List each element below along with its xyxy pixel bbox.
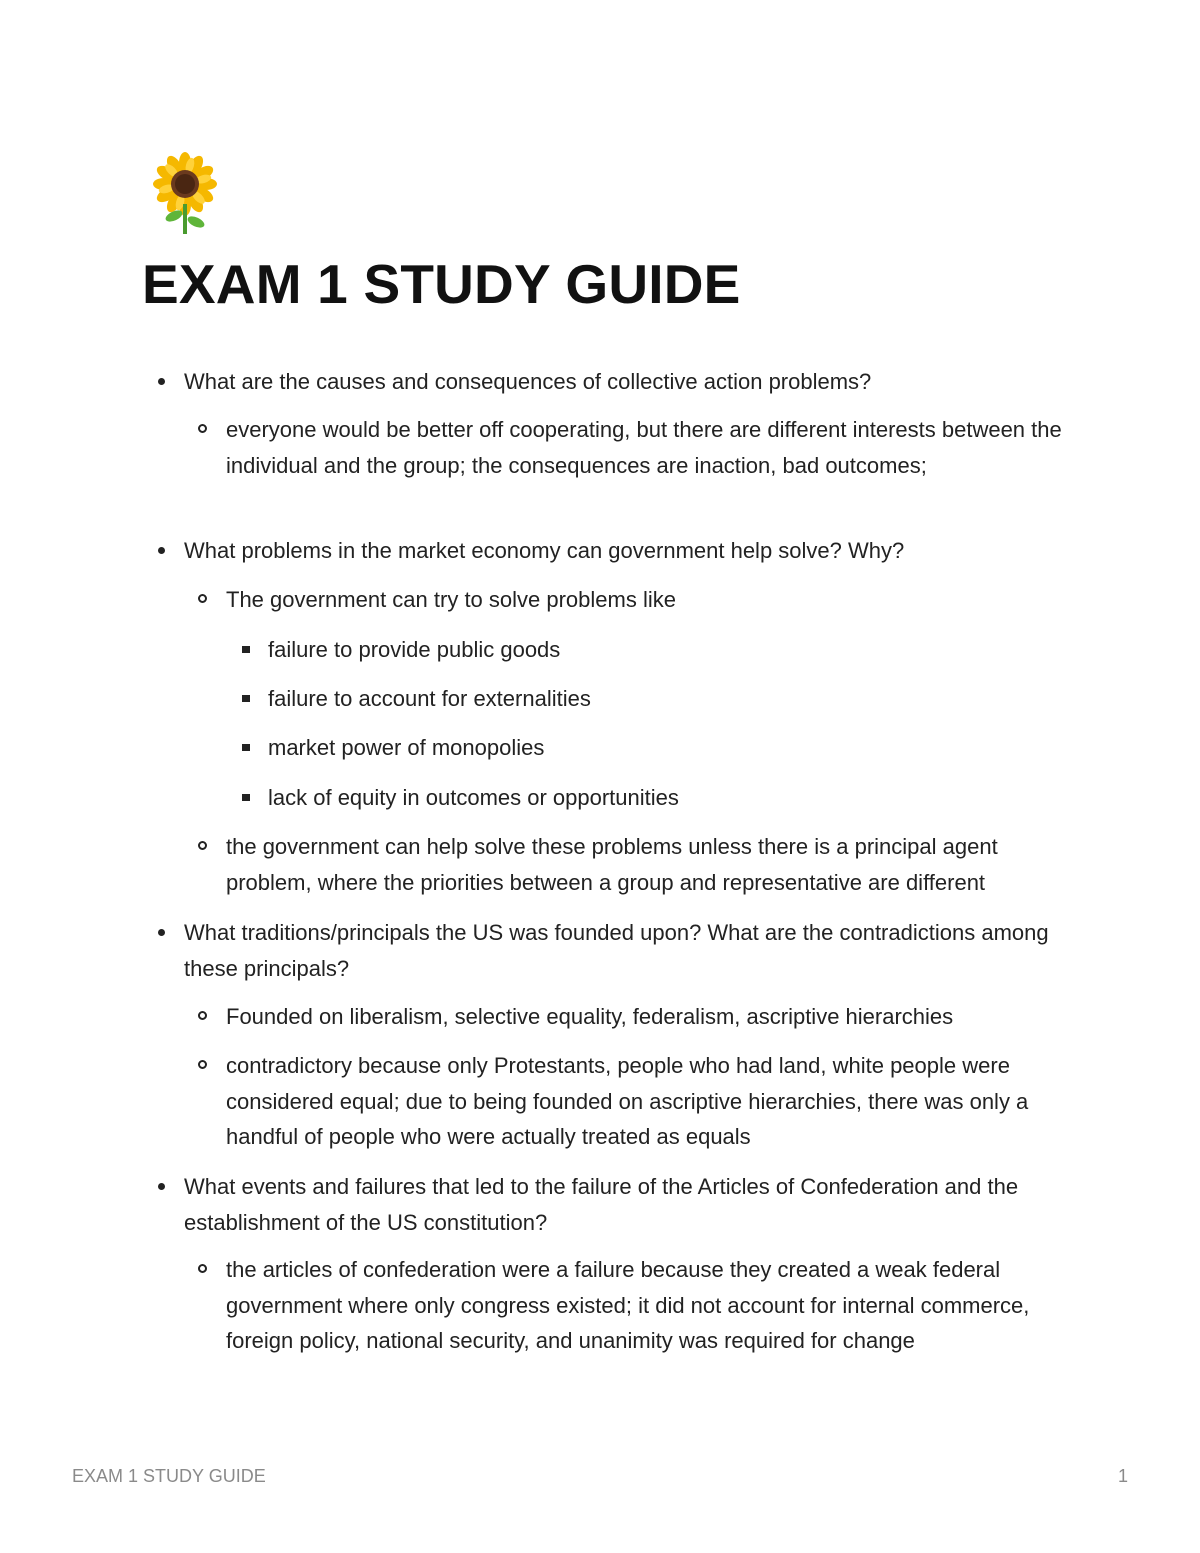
bullet-circle-icon (198, 1060, 207, 1069)
question-market-economy (184, 533, 1064, 569)
answer-text: everyone would be better off cooperating, but there are different interests between the individual and the group; the consequences are inaction, bad outcomes; (226, 417, 1062, 478)
question-text: What events and failures that led to the failure of the Articles of Confederation and the establishment of the US constitution? (184, 1174, 1019, 1235)
answer-collective-action (226, 412, 1066, 483)
bullet-circle-icon (198, 841, 207, 850)
question-text: What traditions/principals the US was founded upon? What are the contradictions among these principals? (184, 920, 1049, 981)
answer-text: the government can help solve these problems unless there is a principal agent problem, where the priorities between a group and representative are different (226, 834, 998, 895)
problem-list-item (268, 780, 1068, 816)
problem-list-item (268, 730, 1068, 766)
bullet-square-icon (242, 646, 250, 653)
question-collective-action (184, 364, 1064, 400)
bullet-disc-icon (158, 1183, 165, 1190)
bullet-circle-icon (198, 1011, 207, 1020)
footer-page-number: 1 (1117, 1466, 1128, 1486)
footer-document-title: EXAM 1 STUDY GUIDE (72, 1466, 266, 1486)
sunflower-icon (150, 150, 220, 236)
answer-text: Founded on liberalism, selective equality, federalism, ascriptive hierarchies (226, 1004, 954, 1029)
problem-text: lack of equity in outcomes or opportunities (268, 785, 679, 810)
answer-articles-of-confederation (226, 1252, 1066, 1359)
answer-founding-contradictions (226, 1048, 1066, 1155)
answer-market-outro (226, 829, 1066, 900)
question-founding-principles (184, 915, 1064, 986)
problem-list-item (268, 681, 1068, 717)
answer-founding-principles (226, 999, 1066, 1035)
bullet-disc-icon (158, 929, 165, 936)
bullet-square-icon (242, 744, 250, 751)
question-text: What are the causes and consequences of collective action problems? (184, 369, 872, 394)
problem-text: failure to account for externalities (268, 686, 591, 711)
problem-list-item (268, 632, 1068, 668)
bullet-square-icon (242, 695, 250, 702)
answer-text: contradictory because only Protestants, people who had land, white people were considered equal; due to being founded on ascriptive hierarchies, there was only a handful of people who were actually treated as equals (226, 1053, 1029, 1149)
page-title: EXAM 1 STUDY GUIDE (142, 253, 741, 315)
bullet-circle-icon (198, 424, 207, 433)
problem-text: market power of monopolies (268, 735, 545, 760)
bullet-circle-icon (198, 594, 207, 603)
problem-text: failure to provide public goods (268, 637, 561, 662)
bullet-square-icon (242, 794, 250, 801)
bullet-circle-icon (198, 1264, 207, 1273)
answer-market-intro (226, 582, 1066, 618)
answer-text: the articles of confederation were a failure because they created a weak federal government where only congress existed; it did not account for internal commerce, foreign policy, national security, and unanimity was required for change (226, 1257, 1030, 1353)
answer-text: The government can try to solve problems like (226, 587, 676, 612)
bullet-disc-icon (158, 547, 165, 554)
question-text: What problems in the market economy can government help solve? Why? (184, 538, 905, 563)
question-articles-of-confederation (184, 1169, 1064, 1240)
bullet-disc-icon (158, 378, 165, 385)
